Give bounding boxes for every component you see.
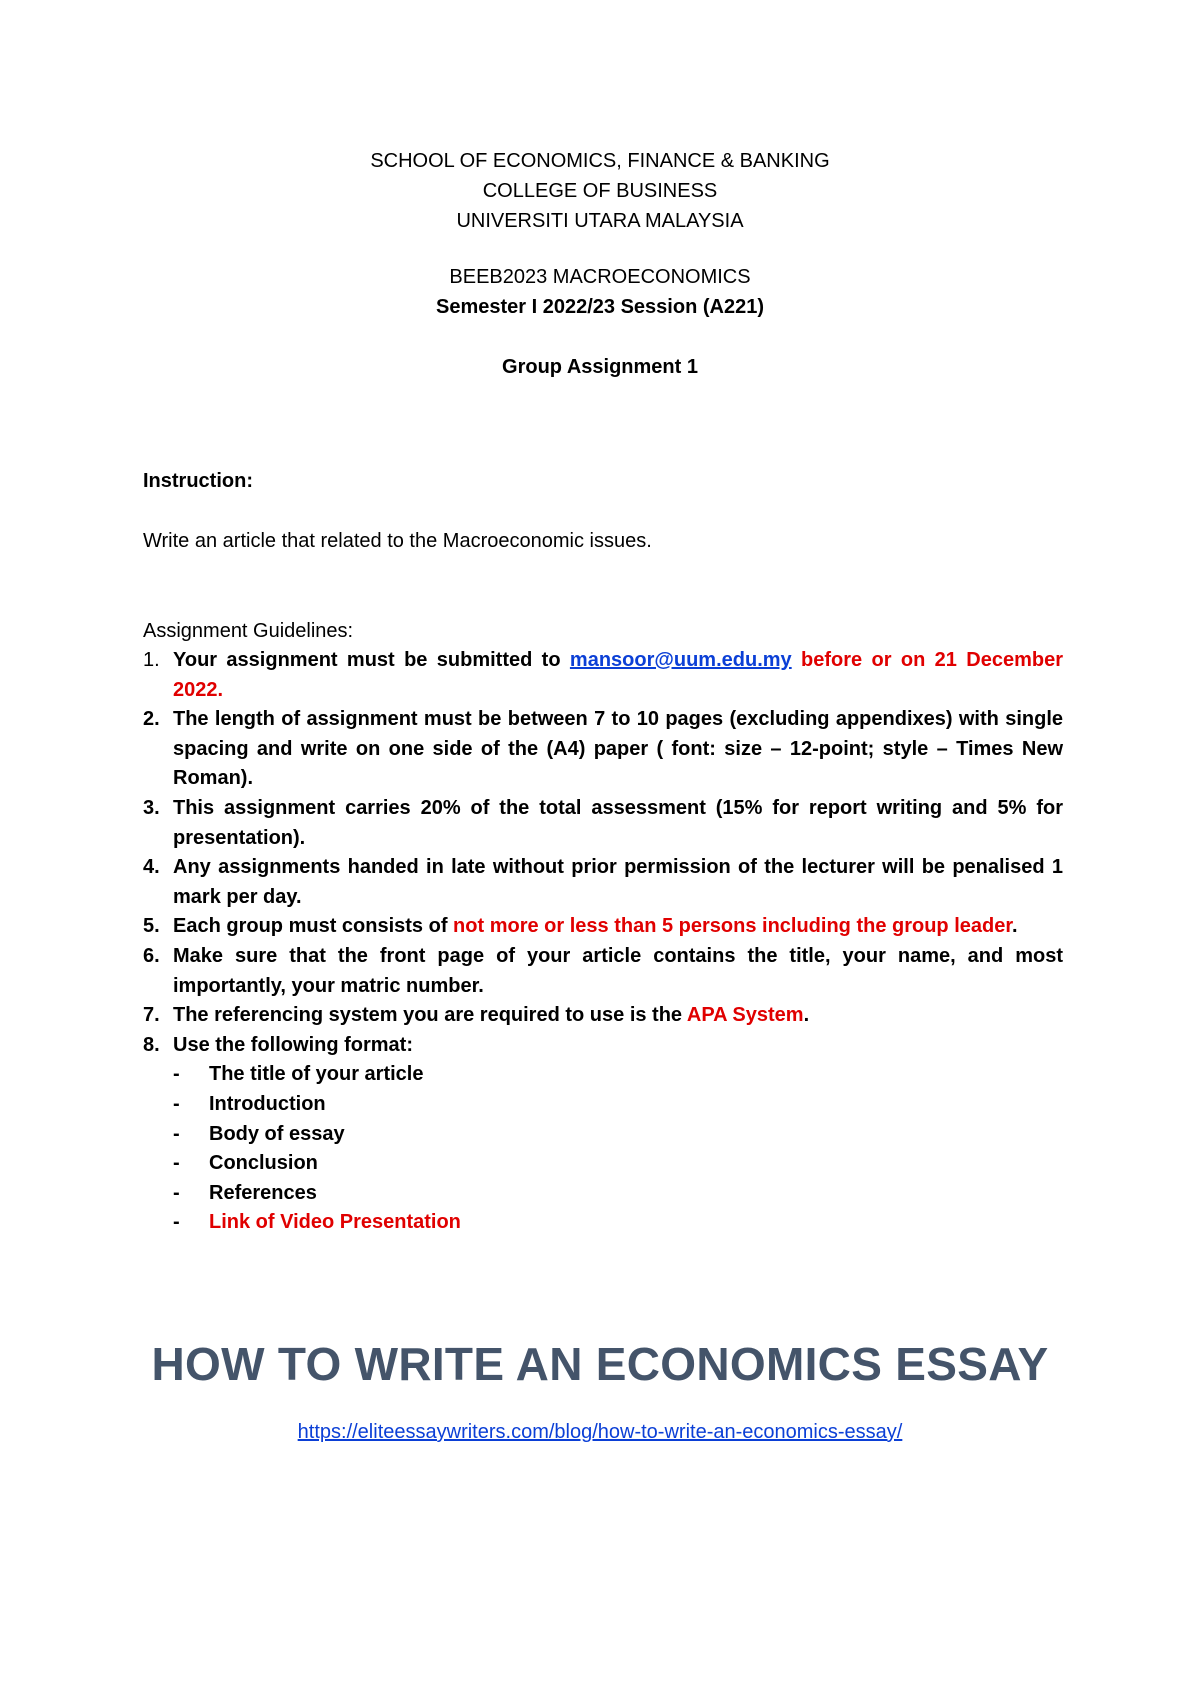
course-title: BEEB2023 MACROECONOMICS — [449, 266, 751, 288]
list-number: 5. — [143, 915, 160, 938]
sub-list-item — [143, 1149, 1063, 1179]
dash-bullet: - — [173, 1181, 180, 1204]
list-item — [143, 794, 1063, 853]
list-number: 3. — [143, 796, 160, 819]
essay-guide-link-container — [0, 1421, 1200, 1444]
guideline-text: Make sure that the front page of your article contains the title, your name, and most importantly, your matric number. — [173, 944, 1063, 997]
essay-guide-link[interactable]: https://eliteessaywriters.com/blog/how-to-write-an-economics-essay/ — [297, 1421, 903, 1443]
punctuation: . — [1012, 915, 1018, 938]
punctuation: . — [217, 678, 224, 701]
dash-bullet: - — [173, 1152, 180, 1175]
school-name: SCHOOL OF ECONOMICS, FINANCE & BANKING — [370, 150, 830, 172]
dash-bullet: - — [173, 1211, 180, 1234]
deadline-text: before or on — [791, 649, 935, 671]
format-item: Introduction — [209, 1092, 326, 1115]
guideline-text: The referencing system you are required to use is the — [173, 1004, 687, 1027]
guideline-text: Your assignment must be submitted to — [173, 649, 570, 671]
guidelines-title: Assignment Guidelines: — [143, 620, 354, 642]
guideline-text: Any assignments handed in late without prior permission of the lecturer will be penalised 1 mark per day. — [173, 856, 1063, 908]
guidelines-list — [143, 646, 1063, 1238]
format-item: The title of your article — [209, 1063, 424, 1086]
dash-bullet: - — [173, 1122, 180, 1145]
list-number: 7. — [143, 1004, 160, 1027]
deadline-date: 21 December 2022 — [173, 649, 1063, 701]
guideline-text: Each group must consists of — [173, 915, 454, 938]
list-number: 2. — [143, 708, 160, 731]
list-number: 6. — [143, 944, 160, 967]
format-item: References — [209, 1181, 317, 1204]
referencing-system: APA System — [686, 1004, 804, 1027]
sub-list-item — [143, 1208, 1063, 1238]
instruction-text: Write an article that related to the Macroeconomic issues. — [143, 530, 652, 552]
dash-bullet: - — [173, 1092, 180, 1115]
format-sublist — [143, 1060, 1063, 1238]
dash-bullet: - — [173, 1063, 180, 1086]
email-link[interactable]: mansoor@uum.edu.my — [569, 649, 792, 671]
format-item: Body of essay — [209, 1122, 345, 1145]
guideline-text: The length of assignment must be between 7 to 10 pages (excluding appendixes) with single spacing and write on one side of the (A4) paper ( font: size – 12-point; style – Times New Roman). — [173, 708, 1063, 790]
list-number: 8. — [143, 1033, 160, 1056]
format-item-video-link: Link of Video Presentation — [209, 1211, 461, 1234]
list-item — [143, 1031, 1063, 1061]
university-name: UNIVERSITI UTARA MALAYSIA — [456, 210, 744, 232]
guideline-text: Use the following format: — [173, 1033, 413, 1056]
format-item: Conclusion — [209, 1152, 318, 1175]
sub-list-item — [143, 1060, 1063, 1090]
list-item — [143, 912, 1063, 942]
instruction-label: Instruction: — [143, 470, 253, 492]
essay-guide-heading: HOW TO WRITE AN ECONOMICS ESSAY — [151, 1338, 1049, 1390]
assignment-title: Group Assignment 1 — [502, 356, 698, 378]
document-header — [0, 146, 1200, 382]
guideline-text: This assignment carries 20% of the total assessment (15% for report writing and 5% for presentation). — [173, 796, 1063, 849]
list-item — [143, 705, 1063, 794]
list-item — [143, 942, 1063, 1001]
list-number: 4. — [143, 856, 160, 879]
list-number: 1. — [143, 649, 160, 671]
sub-list-item — [143, 1090, 1063, 1120]
sub-list-item — [143, 1120, 1063, 1150]
list-item — [143, 853, 1063, 912]
sub-list-item — [143, 1179, 1063, 1209]
college-name: COLLEGE OF BUSINESS — [482, 180, 718, 202]
group-size-requirement: not more or less than 5 persons including the group leader — [453, 915, 1013, 938]
list-item — [143, 1001, 1063, 1031]
list-item — [143, 646, 1063, 705]
punctuation: . — [803, 1004, 810, 1027]
semester-session: Semester I 2022/23 Session (A221) — [436, 296, 764, 318]
